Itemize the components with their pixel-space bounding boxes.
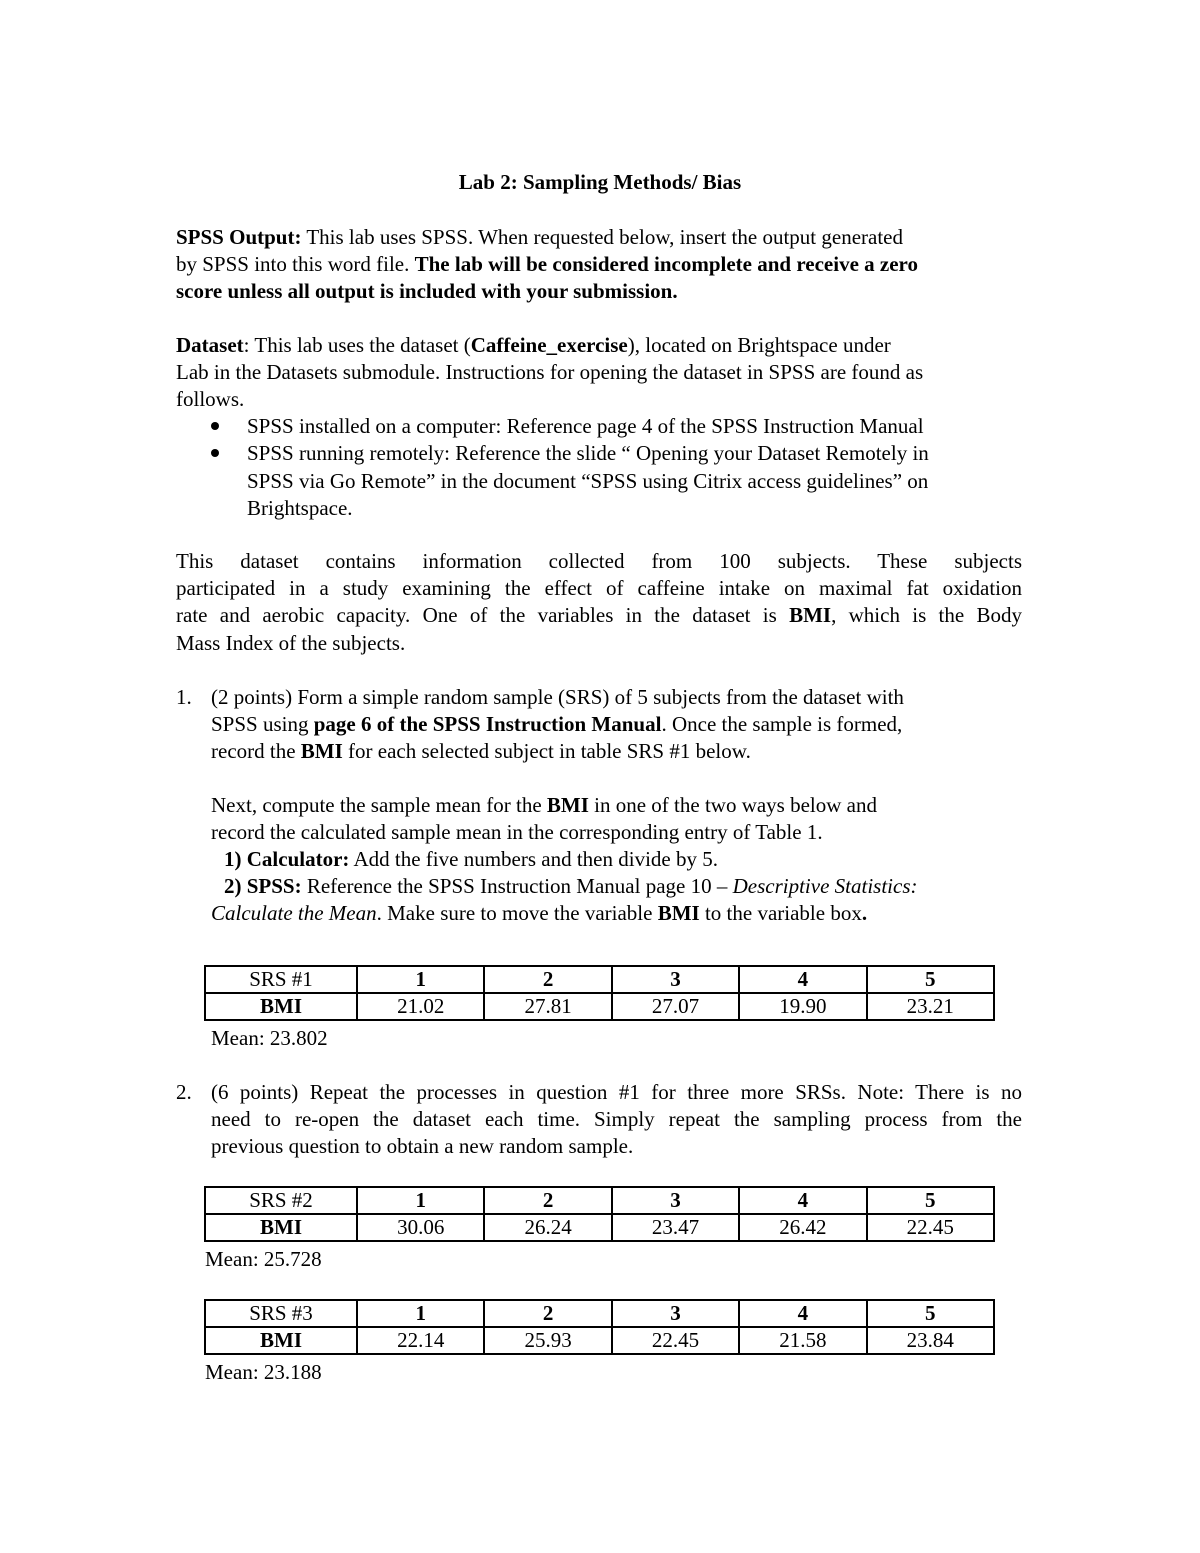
table-cell: 19.90 <box>739 993 866 1020</box>
table-cell: 27.07 <box>612 993 739 1020</box>
table-cell: 23.21 <box>867 993 994 1020</box>
table-cell: 22.45 <box>867 1214 994 1241</box>
dataset-label: Dataset <box>176 333 244 357</box>
table-row-label: BMI <box>205 993 357 1020</box>
intro-line-2: participated in a study examining the effect of caffeine intake on maximal fat oxidation <box>176 576 1022 600</box>
table-cell: 22.14 <box>357 1327 484 1354</box>
dataset-text: : This lab uses the dataset ( <box>243 333 471 357</box>
table-col-header: 5 <box>867 1300 994 1327</box>
table-col-header: 5 <box>867 1187 994 1214</box>
dataset-text-2: ), located on Brightspace under <box>627 333 891 357</box>
mean-srs-2: Mean: 25.728 <box>205 1247 322 1271</box>
table-col-header: 3 <box>612 1187 739 1214</box>
dataset-line-1 <box>176 332 891 359</box>
bullet-item-2-line-2: SPSS via Go Remote” in the document “SPSS using Citrix access guidelines” on <box>247 469 929 493</box>
question-1-next-line-2: record the calculated sample mean in the corresponding entry of Table 1. <box>211 820 823 844</box>
question-2-line-3: previous question to obtain a new random sample. <box>211 1134 634 1158</box>
q1-text-2: . Once the sample is formed, <box>661 712 903 736</box>
calculator-label: 1) Calculator: <box>224 847 350 871</box>
mean-srs-3: Mean: 23.188 <box>205 1360 322 1384</box>
table-col-header: 3 <box>612 966 739 993</box>
question-2-line-2: need to re-open the dataset each time. Simply repeat the sampling process from the <box>211 1107 1022 1131</box>
table-col-header: 4 <box>739 1187 866 1214</box>
table-cell: 21.02 <box>357 993 484 1020</box>
q1-next-text-2: in one of the two ways below and <box>588 793 877 817</box>
bullet-icon <box>211 449 219 457</box>
bullet-item-1: SPSS installed on a computer: Reference page 4 of the SPSS Instruction Manual <box>247 414 924 438</box>
spss-output-text-2: by SPSS into this word file. <box>176 252 415 276</box>
table-row <box>205 1327 994 1354</box>
bullet-item-2-line-3: Brightspace. <box>247 496 353 520</box>
table-col-header: 1 <box>357 1187 484 1214</box>
table-cell: 25.93 <box>484 1327 611 1354</box>
spss-output-line-1 <box>176 224 903 251</box>
table-header-row <box>205 1187 994 1214</box>
table-col-header: 1 <box>357 966 484 993</box>
table-header-row <box>205 966 994 993</box>
mean-srs-1: Mean: 23.802 <box>211 1026 328 1050</box>
srs-table-1 <box>204 965 995 1021</box>
calculate-mean-italic: Calculate the Mean <box>211 901 377 925</box>
question-1-line-1: (2 points) Form a simple random sample (SRS) of 5 subjects from the dataset with <box>211 685 904 709</box>
intro-line-4: Mass Index of the subjects. <box>176 631 406 655</box>
table-cell: 22.45 <box>612 1327 739 1354</box>
q1-next-text: Next, compute the sample mean for the <box>211 793 547 817</box>
bmi-term: BMI <box>546 793 589 817</box>
calculator-text: Add the five numbers and then divide by 5. <box>349 847 718 871</box>
table-row-label: BMI <box>205 1327 357 1354</box>
bmi-term: BMI <box>300 739 343 763</box>
intro-line-3 <box>176 602 1022 629</box>
table-row <box>205 1214 994 1241</box>
intro-line-1: This dataset contains information collected from 100 subjects. These subjects <box>176 549 1022 573</box>
spss-output-warning: The lab will be considered incomplete and receive a zero <box>414 252 918 276</box>
spss-italic-text: Descriptive Statistics: <box>732 874 918 898</box>
table-cell: 30.06 <box>357 1214 484 1241</box>
table-cell: 23.47 <box>612 1214 739 1241</box>
spss-output-line-3 <box>176 278 678 305</box>
question-1-next-line-1 <box>211 792 877 819</box>
dataset-line-2: Lab in the Datasets submodule. Instructions for opening the dataset in SPSS are found as <box>176 360 924 384</box>
table-col-header: 4 <box>739 1300 866 1327</box>
dataset-line-3: follows. <box>176 387 245 411</box>
dataset-name: Caffeine_exercise <box>470 333 628 357</box>
bullet-icon <box>211 422 219 430</box>
table-cell: 21.58 <box>739 1327 866 1354</box>
srs-table-2 <box>204 1186 995 1242</box>
table-cell: 26.24 <box>484 1214 611 1241</box>
spss-output-line-2 <box>176 251 918 278</box>
table-col-header: 5 <box>867 966 994 993</box>
table-row <box>205 993 994 1020</box>
question-1-line-2 <box>211 711 902 738</box>
table-cell: 27.81 <box>484 993 611 1020</box>
table-col-header: 2 <box>484 1300 611 1327</box>
table-col-header: 1 <box>357 1300 484 1327</box>
q1-text-3: record the <box>211 739 301 763</box>
spss-output-warning-2: score unless all output is included with your submission. <box>176 279 678 303</box>
page-title: Lab 2: Sampling Methods/ Bias <box>458 170 742 194</box>
spss-text-3: to the variable box <box>699 901 862 925</box>
table-col-header: 4 <box>739 966 866 993</box>
spss-text: Reference the SPSS Instruction Manual page 10 – <box>301 874 733 898</box>
intro-text-2: , which is the Body <box>831 603 1022 627</box>
question-1-line-3 <box>211 738 751 765</box>
spss-output-text: This lab uses SPSS. When requested below, insert the output generated <box>301 225 903 249</box>
question-2-line-1: (6 points) Repeat the processes in question #1 for three more SRSs. Note: There is no <box>211 1080 1022 1104</box>
bmi-term: BMI <box>657 901 700 925</box>
table-col-header: 2 <box>484 1187 611 1214</box>
table-col-header: 3 <box>612 1300 739 1327</box>
spss-label: 2) SPSS: <box>224 874 302 898</box>
table-row-label: BMI <box>205 1214 357 1241</box>
spss-option <box>224 873 918 900</box>
spss-text-2: . Make sure to move the variable <box>376 901 658 925</box>
bmi-term: BMI <box>789 603 832 627</box>
q1-text: SPSS using <box>211 712 314 736</box>
spss-output-label: SPSS Output: <box>176 225 302 249</box>
srs-table-3 <box>204 1299 995 1355</box>
q1-text-4: for each selected subject in table SRS #1 below. <box>342 739 751 763</box>
table-label-cell: SRS #2 <box>205 1187 357 1214</box>
calculator-option <box>224 846 718 873</box>
table-cell: 26.42 <box>739 1214 866 1241</box>
period: . <box>861 901 868 925</box>
question-2-number: 2. <box>176 1080 192 1104</box>
table-label-cell: SRS #3 <box>205 1300 357 1327</box>
table-cell: 23.84 <box>867 1327 994 1354</box>
manual-reference: page 6 of the SPSS Instruction Manual <box>313 712 662 736</box>
question-1-number: 1. <box>176 685 192 709</box>
table-header-row <box>205 1300 994 1327</box>
spss-option-line-2 <box>211 900 867 927</box>
bullet-item-2-line-1: SPSS running remotely: Reference the slide “ Opening your Dataset Remotely in <box>247 441 929 465</box>
table-label-cell: SRS #1 <box>205 966 357 993</box>
table-col-header: 2 <box>484 966 611 993</box>
intro-text: rate and aerobic capacity. One of the variables in the dataset is <box>176 603 790 627</box>
